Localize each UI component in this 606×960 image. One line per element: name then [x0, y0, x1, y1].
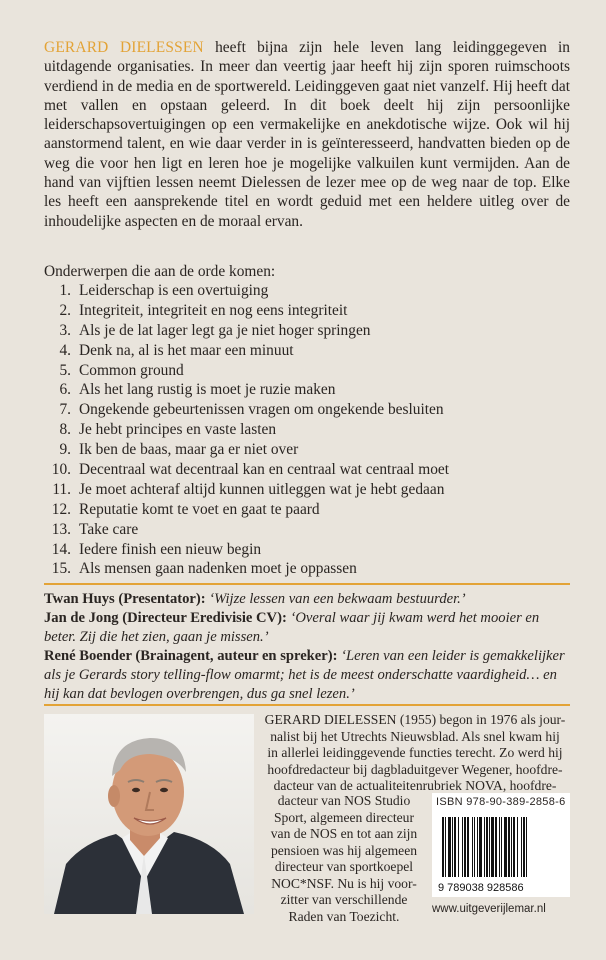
- topic-item: [44, 380, 564, 400]
- endorser-name: René Boender (Brainagent, auteur en spreker):: [44, 648, 338, 664]
- topic-item: [44, 361, 564, 381]
- bio-line: Sport, algemeen directeur: [273, 809, 415, 825]
- barcode-bar: [448, 817, 451, 877]
- barcode-bar: [504, 817, 507, 877]
- author-photo: [44, 714, 254, 914]
- topic-text: Integriteit, integriteit en nog eens integriteit: [79, 301, 348, 319]
- topic-text: Take care: [79, 520, 139, 538]
- topic-text: Decentraal wat decentraal kan en centraal wat centraal moet: [79, 461, 450, 479]
- topic-text: Je hebt principes en vaste lasten: [79, 421, 277, 439]
- endorser-name: Jan de Jong (Directeur Eredivisie CV):: [44, 610, 287, 626]
- topic-item: [44, 301, 564, 321]
- barcode: [436, 815, 568, 895]
- topic-number: 1.: [59, 282, 71, 299]
- endorsements: [44, 590, 572, 704]
- barcode-bar: [508, 817, 510, 877]
- barcode-bar: [501, 817, 502, 877]
- divider-bottom: [44, 704, 570, 706]
- topic-text: Ongekende gebeurtenissen vragen om ongekende besluiten: [79, 401, 444, 419]
- barcode-bar: [477, 817, 478, 877]
- topic-item: [44, 559, 564, 579]
- barcode-bar: [454, 817, 456, 877]
- topic-text: Als mensen gaan nadenken moet je oppassen: [79, 560, 357, 578]
- bio-line: zitter van verschillende: [280, 892, 408, 907]
- topic-item: [44, 540, 564, 560]
- bio-line: nalist bij het Utrechts Nieuwsblad. Als snel kwam hij: [270, 728, 560, 744]
- topic-number: 2.: [59, 301, 71, 319]
- topic-item: [44, 440, 564, 460]
- topic-text: Iedere finish een nieuw begin: [79, 540, 262, 558]
- intro-paragraph: [44, 38, 570, 231]
- barcode-bar: [521, 817, 522, 877]
- barcode-bar: [484, 817, 485, 877]
- topic-number: 15.: [51, 560, 71, 578]
- barcode-bar: [486, 817, 488, 877]
- topics-list: [44, 281, 564, 579]
- topic-item: [44, 420, 564, 440]
- topic-text: Ik ben de baas, maar ga er niet over: [79, 441, 299, 459]
- author-bio-top: [258, 712, 572, 795]
- topic-text: Als je de lat lager legt ga je niet hoger springen: [79, 321, 371, 339]
- barcode-bar: [472, 817, 473, 877]
- topic-number: 3.: [59, 321, 71, 339]
- bio-line: NOC*NSF. Nu is hij voor-: [271, 875, 417, 891]
- barcode-bar: [511, 817, 512, 877]
- barcode-bar: [491, 817, 494, 877]
- topic-number: 10.: [51, 461, 71, 479]
- barcode-bar: [452, 817, 453, 877]
- divider-top: [44, 583, 570, 585]
- barcode-bar: [467, 817, 469, 877]
- barcode-bar: [464, 817, 466, 877]
- topic-number: 11.: [52, 480, 71, 498]
- topic-number: 13.: [51, 520, 71, 538]
- barcode-bar: [523, 817, 525, 877]
- topic-item: [44, 460, 564, 480]
- topic-text: Als het lang rustig is moet je ruzie maken: [79, 381, 336, 399]
- topic-text: Common ground: [79, 361, 184, 379]
- barcode-bar: [442, 817, 444, 877]
- endorser-name: Twan Huys (Presentator):: [44, 591, 206, 607]
- topic-number: 5.: [59, 361, 71, 379]
- bio-line: Raden van Toezicht.: [288, 908, 400, 924]
- barcode-bar: [489, 817, 490, 877]
- bio-line: hoofdredacteur bij dagbladuitgever Wegener, hoofdre-: [267, 761, 563, 777]
- bio-line: GERARD DIELESSEN (1955) begon in 1976 als jour-: [264, 712, 566, 727]
- topic-number: 7.: [59, 401, 71, 419]
- bio-line: directeur van sportkoepel: [274, 859, 414, 874]
- topics-title: Onderwerpen die aan de orde komen:: [44, 263, 276, 280]
- barcode-bar: [479, 817, 482, 877]
- topic-item: [44, 341, 564, 361]
- topic-text: Je moet achteraf altijd kunnen uitleggen wat je hebt gedaan: [79, 480, 445, 498]
- barcode-bar: [526, 817, 527, 877]
- barcode-bar: [499, 817, 500, 877]
- topic-number: 6.: [59, 381, 71, 399]
- endorsement: [44, 590, 572, 609]
- author-bio-continued: [258, 793, 430, 925]
- intro-text: heeft bijna zijn hele leven lang leidinggegeven in uitdagende organisaties. In meer dan veertig jaar heeft hij zijn sporen ruimschoots verdiend in de media en de sportwereld. Leidinggeven gaat niet vanzelf. Hij heeft dat met vallen en opstaan geleerd. In dit boek deelt hij zijn persoonlijke leiderschapsovertuigingen op een vermakelijke en anekdotische wijze. Ook wil hij aanstormend talent, en wie daar verder in is geïnteresseerd, handvatten bieden op de weg die voor hen ligt en leren hoe je mogelijke valkuilen kunt vermijden. Aan de hand van vijftien lessen neemt Dielessen de lezer mee op de weg naar de top. Elke les heeft een aansprekende titel en wordt geduid met een heldere uitleg over de inhoudelijke aspecten en de moraal ervan.: [44, 39, 571, 230]
- topic-number: 4.: [59, 341, 71, 359]
- barcode-bar: [458, 817, 459, 877]
- topic-number: 14.: [51, 540, 71, 558]
- topic-item: [44, 321, 564, 341]
- endorsement: [44, 609, 572, 647]
- barcode-bar: [445, 817, 446, 877]
- topic-item: [44, 400, 564, 420]
- topic-number: 8.: [59, 421, 71, 439]
- publisher-website: www.uitgeverijlemar.nl: [432, 903, 546, 915]
- barcode-bar: [513, 817, 515, 877]
- barcode-bar: [495, 817, 497, 877]
- topic-number: 12.: [51, 500, 71, 518]
- bio-line: pensioen was hij algemeen: [270, 842, 418, 858]
- topic-text: Reputatie komt te voet en gaat te paard: [79, 500, 320, 518]
- bio-line: dacteur van NOS Studio: [277, 793, 411, 808]
- bio-line: in allerlei leidinggevende functies terecht. Zo werd hij: [267, 745, 563, 760]
- author-name: GERARD DIELESSEN: [44, 39, 204, 56]
- topic-text: Denk na, al is het maar een minuut: [79, 341, 294, 359]
- topic-item: [44, 480, 564, 500]
- topic-text: Leiderschap is een overtuiging: [79, 282, 269, 299]
- isbn-label: ISBN 978-90-389-2858-6: [436, 796, 566, 808]
- endorsement-quote: ‘Wijze lessen van een bekwaam bestuurder.’: [209, 591, 466, 607]
- topic-number: 9.: [59, 441, 71, 459]
- topic-item: [44, 281, 564, 301]
- barcode-digits: 9 789038 928586: [438, 882, 524, 894]
- bio-line: dacteur van de actualiteitenrubriek NOVA, hoofdre-: [273, 778, 557, 793]
- topic-item: [44, 520, 564, 540]
- endorsement: [44, 647, 572, 704]
- bio-line: van de NOS en tot aan zijn: [270, 826, 418, 841]
- barcode-bar: [474, 817, 475, 877]
- endorsement-quote: ‘Leren van een leider is gemakkelijker als je Gerards story telling-flow omarmt; het is de meest onderschatte vaardigheid… en hij kan dat bevlogen overbrengen, dus ga snel lezen.’: [44, 648, 565, 702]
- barcode-bar: [462, 817, 463, 877]
- topic-item: [44, 500, 564, 520]
- endorsement-quote: ‘Overal waar jij kwam werd het mooier en beter. Zij die het zien, gaan je missen.’: [44, 610, 540, 645]
- barcode-bar: [517, 817, 518, 877]
